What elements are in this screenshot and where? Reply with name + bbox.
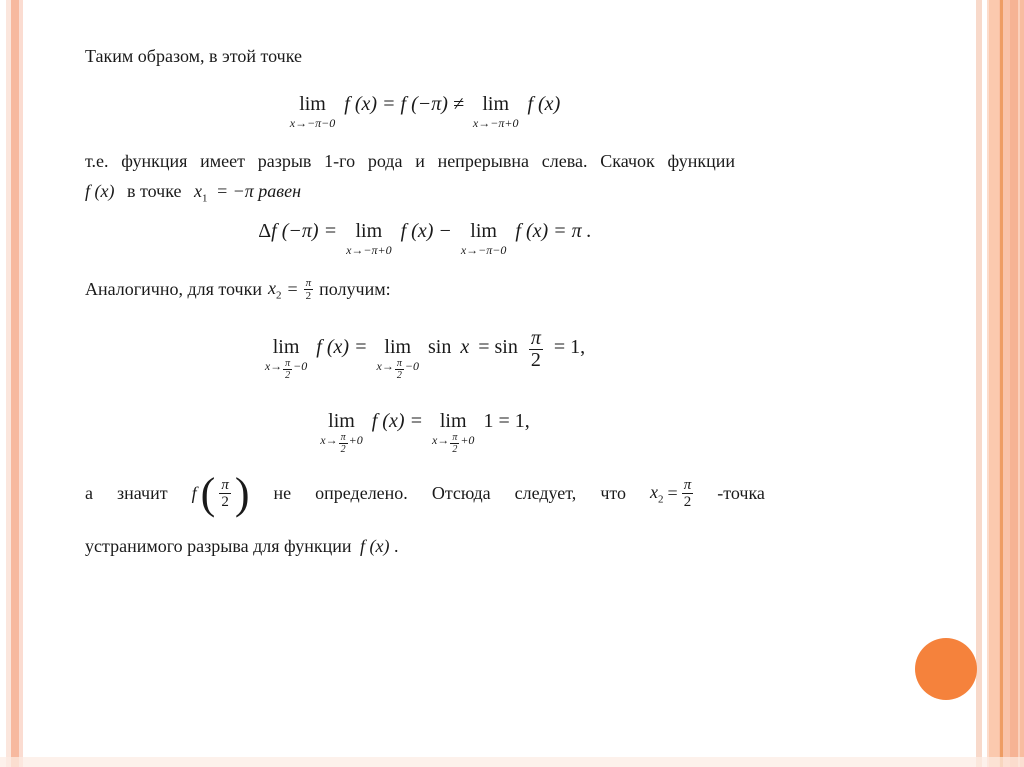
formula-jump-value [85, 220, 765, 256]
formula-limits-at-minus-pi [85, 93, 765, 129]
formula-middle: f (x) = f (−π) ≠ [344, 93, 464, 115]
paragraph-line-2 [85, 176, 735, 214]
limit-operator-right [432, 411, 474, 459]
f-minus-pi: f (−π) = [271, 220, 338, 242]
fraction-denominator: 2 [305, 290, 312, 303]
pi-over-2-fraction [527, 328, 545, 371]
x2-variable: $x_2$ [650, 482, 664, 506]
formula-middle-1: f (x) = [371, 410, 423, 432]
text-poluchim: получим: [319, 279, 391, 300]
sin-label: sin [427, 336, 452, 358]
pi-over-2-fraction [682, 477, 694, 511]
pi-over-2-mini-fraction: $\frac{\pi}{2}$ [285, 358, 291, 381]
lim-label: lim [470, 220, 497, 242]
text-analogously: Аналогично, для точки [85, 279, 262, 300]
word: а [85, 483, 93, 504]
left-stripe-salmon [11, 0, 19, 767]
word: не [273, 483, 292, 504]
x1-variable: $x_1$ [194, 181, 208, 205]
limit-operator-right [461, 221, 507, 256]
lim-subscript: x→−π−0 [289, 116, 336, 130]
x2-subscript: 2 [658, 493, 664, 506]
x2-subscript: 2 [275, 289, 282, 302]
pi-over-2-mini-fraction: $\frac{\pi}{2}$ [340, 432, 346, 455]
text-v-tochke: в точке [126, 181, 182, 201]
equals-sign: = [667, 483, 678, 504]
formula-tail: = 1, [553, 336, 586, 358]
x1-subscript: 1 [202, 192, 208, 205]
limit-operator-left [265, 337, 307, 385]
lim-subscript: x→−π+0 [346, 243, 392, 257]
formula-tail: f (x) = π . [515, 220, 592, 242]
right-stripe-pink [976, 0, 982, 767]
word: -точка [717, 483, 765, 504]
limit-operator-right [377, 337, 419, 385]
lim-subscript: x→ $\frac{\pi}{2}$ +0 [320, 432, 363, 455]
limit-operator-left [320, 411, 362, 459]
left-stripe-light-2 [19, 0, 23, 767]
lim-label: lim [384, 336, 412, 358]
word: следует, [514, 483, 577, 504]
pi-over-2-mini-fraction: $\frac{\pi}{2}$ [396, 358, 402, 381]
lim-subscript: x→−π+0 [472, 116, 519, 130]
fraction-denominator: 2 [530, 349, 541, 371]
lim-label: lim [328, 410, 355, 432]
lim-subscript: x→−π−0 [460, 243, 507, 257]
pi-over-2-mini-fraction: $\frac{\pi}{2}$ [452, 432, 458, 455]
lim-label: lim [439, 410, 467, 432]
limit-operator-right [473, 94, 519, 129]
close-paren: ) [234, 469, 250, 518]
limit-operator-left [290, 94, 336, 129]
paragraph-conclusion-line-2 [85, 536, 399, 557]
paragraph-discontinuity [85, 146, 735, 214]
pi-over-2-fraction [219, 477, 231, 511]
formula-tail: f (x) [527, 93, 561, 115]
x-variable: x [460, 336, 470, 358]
f-of-pi-over-2 [191, 469, 250, 518]
fraction-numerator: π [221, 476, 229, 493]
fraction-numerator: π [683, 476, 692, 493]
equals-minus-pi: = −π равен [216, 181, 302, 201]
lim-subscript: x→ $\frac{\pi}{2}$ −0 [264, 358, 308, 381]
word: что [600, 483, 627, 504]
paragraph-analogously [85, 277, 391, 302]
right-stripe-band [987, 0, 1024, 767]
slide-content [85, 0, 765, 767]
lim-label: lim [482, 93, 510, 115]
lim-label: lim [299, 93, 326, 115]
f-of-x: f (x) [85, 181, 115, 201]
fraction-denominator: 2 [221, 494, 229, 511]
word: Отсюда [431, 483, 491, 504]
formula-head [258, 220, 337, 243]
limit-operator-left [346, 221, 392, 256]
lim-label: lim [355, 220, 383, 242]
orange-circle-decoration [915, 638, 977, 700]
delta-symbol: Δ [258, 220, 272, 242]
paragraph-intro: Таким образом, в этой точке [85, 46, 302, 66]
f-of-x: f (x) [360, 536, 390, 556]
f-symbol: f [191, 483, 197, 504]
formula-left-limit-sin [85, 327, 765, 385]
x2-variable: $x_2$ [267, 277, 282, 302]
formula-tail: 1 = 1, [483, 410, 530, 432]
pi-over-2-small-fraction [304, 277, 314, 302]
paragraph-line-1: т.е. функция имеет разрыв 1-го рода и непрерывна слева. Скачок функции [85, 151, 735, 171]
formula-middle: f (x) − [400, 220, 452, 242]
fraction-numerator: π [305, 277, 312, 289]
word: определено. [315, 483, 408, 504]
equals-sin: = sin [478, 336, 518, 358]
open-paren: ( [200, 469, 216, 518]
fraction-denominator: 2 [683, 494, 692, 511]
x2-equals-pi-over-2 [650, 477, 693, 511]
text-removable-discontinuity: устранимого разрыва для функции [85, 536, 352, 556]
lim-subscript: x→ $\frac{\pi}{2}$ +0 [431, 432, 475, 455]
equals-sign: = [287, 279, 298, 300]
formula-middle-1: f (x) = [316, 336, 368, 358]
lim-label: lim [272, 336, 300, 358]
lim-subscript: x→ $\frac{\pi}{2}$ −0 [376, 358, 419, 381]
period: . [394, 536, 399, 556]
formula-right-limit-one [85, 410, 765, 459]
paragraph-conclusion-line-1 [85, 469, 765, 518]
fraction-numerator: π [530, 327, 541, 349]
word: значит [117, 483, 168, 504]
